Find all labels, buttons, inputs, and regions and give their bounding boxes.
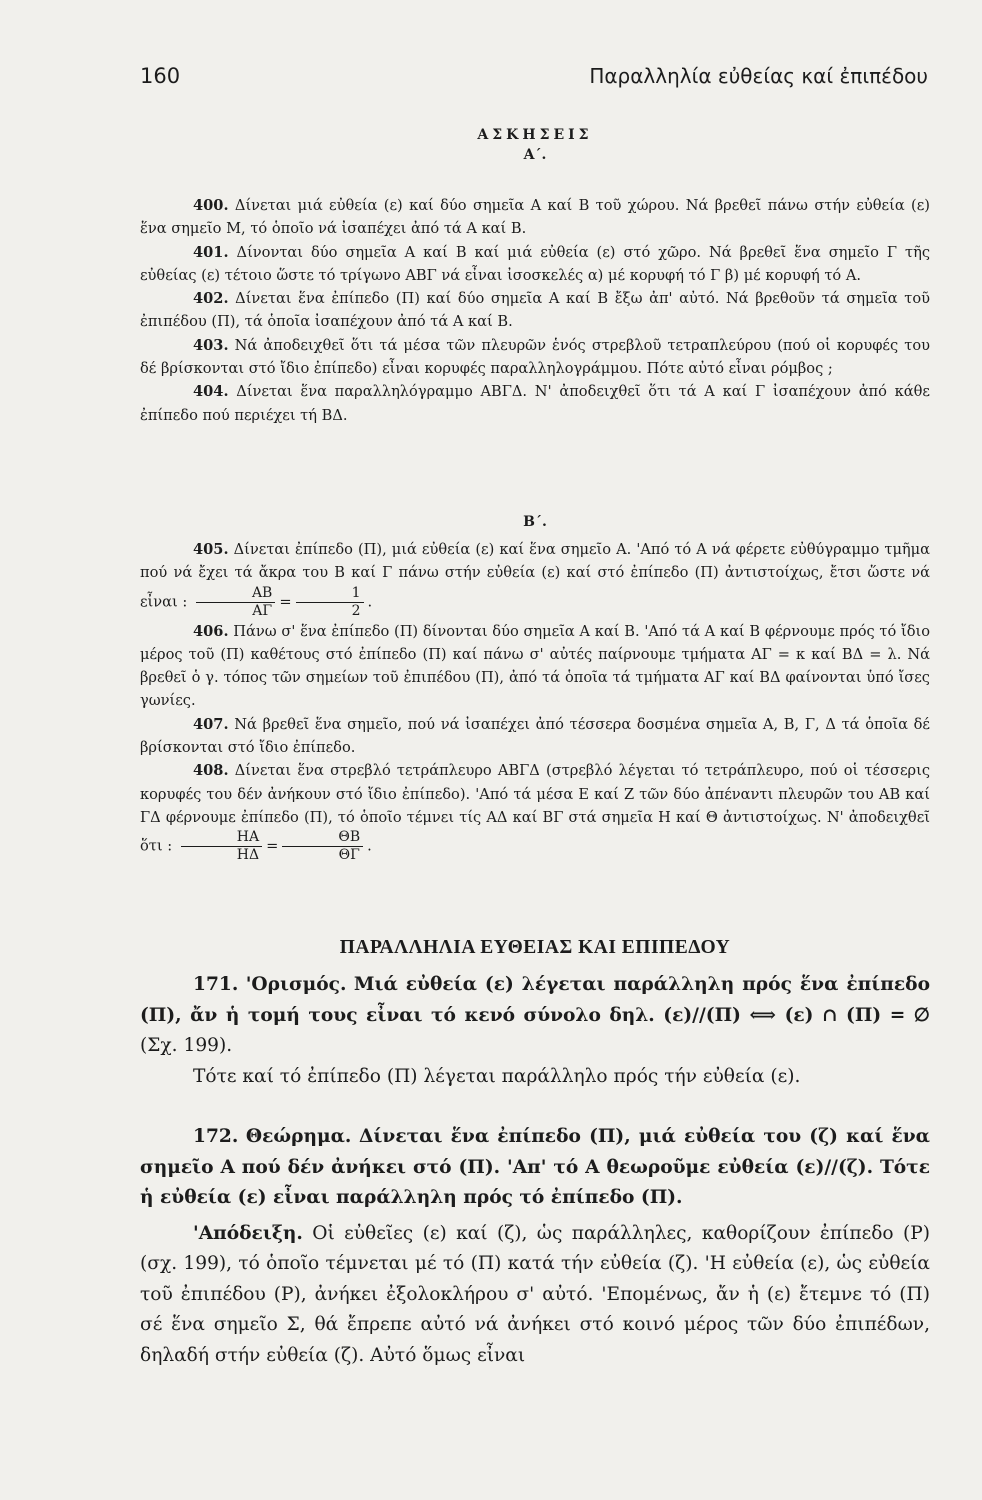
fraction-denominator: 2 <box>351 602 361 619</box>
paragraph-number: 171. <box>193 974 239 995</box>
exercise-number: 407. <box>193 715 229 733</box>
exercises-heading-block <box>140 127 930 163</box>
exercises-b <box>140 538 930 864</box>
equals-sign: = <box>266 837 279 855</box>
exercise-number: 402. <box>193 290 229 308</box>
exercise-400 <box>140 194 930 241</box>
exercise-text: Δίνονται δύο σημεῖα Α καί Β καί μιά εὐθεία (ε) στό χῶρο. Νά βρεθεῖ ἕνα σημεῖο Γ τῆς εὐθείας (ε) τέτοιο ὥστε τό τρίγωνο ΑΒΓ νά εἶναι ἰσοσκελές α) μέ κορυφή τό Γ β) μέ κορυφή τό Α. <box>140 243 931 284</box>
chapter-title-block <box>140 937 930 959</box>
page-header <box>140 60 930 100</box>
exercise-text: Νά ἀποδειχθεῖ ὅτι τά μέσα τῶν πλευρῶν ἑνός στρεβλοῦ τετραπλεύρου (πού οἱ κορυφές του δέ βρίσκονται στό ἴδιο ἐπίπεδο) εἶναι κορυφές παραλληλογράμμου. Πότε αὐτό εἶναι ρόμβος ; <box>140 336 930 378</box>
fraction-ha-hd <box>181 829 262 864</box>
fraction-numerator: ΑΒ <box>196 585 275 603</box>
page-number: 160 <box>140 64 181 88</box>
exercise-401 <box>140 241 930 288</box>
fraction-ab-ag <box>196 585 275 620</box>
exercise-408 <box>140 759 930 864</box>
equals-sign: = <box>279 593 292 611</box>
proof-172 <box>140 1219 930 1372</box>
exercise-number: 405. <box>193 541 229 558</box>
exercise-text: Δίνεται ἕνα ἐπίπεδο (Π) καί δύο σημεῖα Α καί Β ἔξω ἀπ' αὐτό. Νά βρεθοῦν τά σημεῖα τοῦ ἐπιπέδου (Π), τά ὁποῖα ἰσαπέχουν ἀπό τά Α καί Β. <box>140 290 930 331</box>
exercise-text: Δίνεται ἕνα στρεβλό τετράπλευρο ΑΒΓΔ (στρεβλό λέγεται τό τετράπλευρο, πού οἱ τέσσερις κορυφές του δέν ἀνήκουν στό ἴδιο ἐπίπεδο). 'Από τά μέσα Ε καί Ζ τῶν δύο ἀπέναντι πλευρῶν του ΑΒ καί ΓΔ φέρνουμε ἐπίπεδο (Π), τό ὁποῖο τέμνει τίς ΑΔ καί ΒΓ στά σημεῖα Η καί Θ ἀντιστοίχως. Ν' ἀποδειχθεῖ ὅτι : <box>140 762 930 855</box>
exercise-number: 400. <box>193 197 229 214</box>
fraction-numerator: ΗΑ <box>181 829 262 847</box>
fraction-numerator: ΘΒ <box>282 829 363 847</box>
exercise-403 <box>140 334 930 381</box>
definition-text: Μιά εὐθεία (ε) λέγεται παράλληλη πρός ἕνα ἐπίπεδο (Π), ἄν ἡ τομή τους εἶναι τό κενό σύνολο δηλ. (ε)//(Π) ⟺ (ε) ∩ (Π) = ∅ <box>140 974 930 1026</box>
period: . <box>367 593 373 611</box>
exercise-text: Δίνεται ἕνα παραλληλόγραμμο ΑΒΓΔ. Ν' ἀποδειχθεῖ ὅτι τά Α καί Γ ἰσαπέχουν ἀπό κάθε ἐπίπεδο πού περιέχει τή ΒΔ. <box>140 383 930 424</box>
exercise-text: Νά βρεθεῖ ἕνα σημεῖο, πού νά ἰσαπέχει ἀπό τέσσερα δοσμένα σημεῖα Α, Β, Γ, Δ τά ὁποῖα δέ βρίσκονται στό ἴδιο ἐπίπεδο. <box>140 715 930 757</box>
exercise-text: Δίνεται ἐπίπεδο (Π), μιά εὐθεία (ε) καί ἕνα σημεῖο Α. 'Από τό Α νά φέρετε εὐθύγραμμο τμῆμα πού νά ἔχει τά ἄκρα του Β καί Γ πάνω στήν εὐθεία (ε) καί στό ἐπίπεδο (Π) ἀντιστοίχως, ἔτσι ὥστε νά εἶναι : <box>140 541 931 611</box>
theorem-172 <box>140 1122 930 1214</box>
exercise-407 <box>140 713 930 760</box>
theorem-text: Δίνεται ἕνα ἐπίπεδο (Π), μιά εὐθεία του (ζ) καί ἕνα σημεῖο Α πού δέν ἀνήκει στό (Π). 'Απ' τό Α θεωροῦμε εὐθεία (ε)//(ζ). Τότε ἡ εὐθεία (ε) εἶναι παράλληλη πρός τό ἐπίπεδο (Π). <box>140 1126 930 1208</box>
theorem-label: Θεώρημα. <box>245 1126 352 1147</box>
paragraph-171 <box>140 970 930 1092</box>
paragraph-172 <box>140 1122 930 1371</box>
fraction-one-half <box>296 585 364 620</box>
section-b-heading: Β΄. <box>523 514 547 530</box>
exercise-number: 408. <box>193 762 229 780</box>
exercise-404 <box>140 380 930 427</box>
chapter-title: ΠΑΡΑΛΛΗΛΙΑ ΕΥΘΕΙΑΣ ΚΑΙ ΕΠΙΠΕΔΟΥ <box>339 937 731 958</box>
exercise-text: Δίνεται μιά εὐθεία (ε) καί δύο σημεῖα Α καί Β τοῦ χώρου. Νά βρεθεῖ πάνω στήν εὐθεία (ε) ἕνα σημεῖο Μ, τό ὁποῖο νά ἰσαπέχει ἀπό τά Α καί Β. <box>140 197 930 238</box>
section-a-heading: Α΄. <box>523 147 547 163</box>
figure-reference: (Σχ. 199). <box>140 1035 233 1056</box>
definition-171-continuation: Τότε καί τό ἐπίπεδο (Π) λέγεται παράλληλο πρός τήν εὐθεία (ε). <box>193 1065 801 1087</box>
running-title: Παραλληλία εὐθείας καί ἐπιπέδου <box>589 64 928 88</box>
proof-label: 'Απόδειξη. <box>193 1222 303 1244</box>
exercise-number: 404. <box>193 383 229 401</box>
fraction-numerator: 1 <box>296 585 364 603</box>
definition-label: 'Ορισμός. <box>245 974 347 995</box>
fraction-denominator: ΗΔ <box>236 847 260 864</box>
exercise-number: 403. <box>193 336 229 354</box>
exercise-number: 401. <box>193 243 229 261</box>
exercise-number: 406. <box>193 622 229 640</box>
period: . <box>367 837 372 855</box>
proof-text: Οἱ εὐθεῖες (ε) καί (ζ), ὡς παράλληλες, καθορίζουν ἐπίπεδο (Ρ) (σχ. 199), τό ὁποῖο τέμνεται μέ τό (Π) κατά τήν εὐθεία (ζ). 'Η εὐθεία (ε), ὡς εὐθεία τοῦ ἐπιπέδου (Ρ), ἀνήκει ἐξολοκλήρου σ' αὐτό. 'Επομένως, ἄν ἡ (ε) ἔτεμνε τό (Π) σέ ἕνα σημεῖο Σ, θά ἔπρεπε αὐτό νά ἀνήκει στό κοινό μέρος τῶν δύο ἐπιπέδων, δηλαδή στήν εὐθεία (ζ). Αὐτό ὅμως εἶναι <box>140 1222 930 1366</box>
exercise-405 <box>140 538 930 620</box>
paragraph-number: 172. <box>193 1126 239 1147</box>
fraction-thb-thg <box>282 829 363 864</box>
exercise-402 <box>140 287 930 334</box>
definition-171 <box>140 970 930 1062</box>
fraction-denominator: ΑΓ <box>252 602 273 619</box>
exercise-406 <box>140 620 930 713</box>
exercises-heading: ΑΣΚΗΣΕΙΣ <box>477 127 593 143</box>
exercises-a <box>140 194 930 427</box>
exercise-text: Πάνω σ' ἕνα ἐπίπεδο (Π) δίνονται δύο σημεῖα Α καί Β. 'Από τά Α καί Β φέρνουμε πρός τό ἴδιο μέρος τοῦ (Π) καθέτους στό ἐπίπεδο (Π) καί πάνω σ' αὐτές παίρνουμε τμήματα ΑΓ = κ καί ΒΔ = λ. Νά βρεθεῖ ὁ γ. τόπος τῶν σημείων τοῦ ἐπιπέδου (Π), ἀπό τά ὁποῖα τά τμήματα ΑΓ καί ΒΔ φαίνονται ὑπό ἴσες γωνίες. <box>140 622 931 710</box>
fraction-denominator: ΘΓ <box>338 847 360 864</box>
